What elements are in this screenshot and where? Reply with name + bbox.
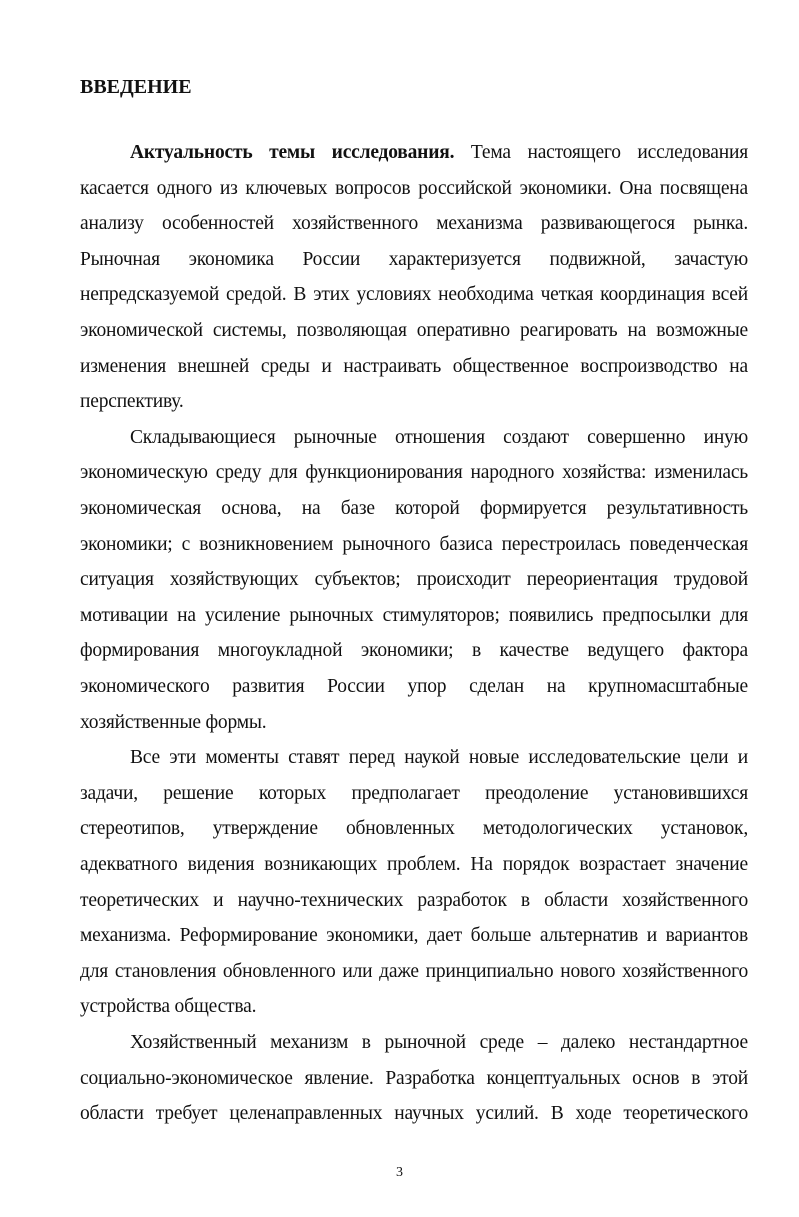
- text-line: Все эти моменты ставят перед наукой новые исследовательские цели и: [130, 747, 748, 769]
- text-line: социально-экономическое явление. Разработка концептуальных основ в этой: [80, 1067, 748, 1089]
- text-line: ситуация хозяйствующих субъектов; происходит переориентация трудовой: [80, 569, 748, 591]
- text-line: экономического развития России упор сделан на крупномасштабные: [80, 676, 748, 697]
- text-line: экономики; с возникновением рыночного базиса перестроилась поведенческая: [80, 533, 748, 555]
- text-line: изменения внешней среды и настраивать общественное воспроизводство на: [80, 355, 748, 377]
- line-text: Тема настоящего исследования: [454, 142, 748, 163]
- text-line: Хозяйственный механизм в рыночной среде – далеко нестандартное: [130, 1032, 748, 1053]
- text-line: механизма. Реформирование экономики, дает больше альтернатив и вариантов: [80, 925, 748, 947]
- text-line: экономическую среду для функционирования народного хозяйства: изменилась: [80, 462, 748, 484]
- text-line: анализу особенностей хозяйственного механизма развивающегося рынка.: [80, 213, 748, 235]
- page-number: 3: [396, 1165, 403, 1180]
- text-line: формирования многоукладной экономики; в качестве ведущего фактора: [80, 640, 748, 662]
- text-line: устройства общества.: [80, 996, 257, 1018]
- text-line: для становления обновленного или даже принципиально нового хозяйственного: [80, 960, 748, 982]
- text-line: стереотипов, утверждение обновленных методологических установок,: [80, 818, 748, 840]
- text-line: мотивации на усиление рыночных стимуляторов; появились предпосылки для: [80, 604, 748, 626]
- text-line: адекватного видения возникающих проблем. На порядок возрастает значение: [80, 854, 748, 875]
- text-line: Складывающиеся рыночные отношения создают совершенно иную: [130, 426, 748, 448]
- text-line: области требует целенаправленных научных усилий. В ходе теоретического: [80, 1103, 748, 1125]
- text-line: Рыночная экономика России характеризуется подвижной, зачастую: [80, 248, 748, 270]
- section-heading: ВВЕДЕНИЕ: [80, 76, 192, 98]
- text-line: касается одного из ключевых вопросов российской экономики. Она посвящена: [80, 177, 748, 199]
- text-line: экономической системы, позволяющая оперативно реагировать на возможные: [80, 320, 748, 341]
- text-line: непредсказуемой средой. В этих условиях необходима четкая координация всей: [80, 284, 748, 306]
- lead-phrase: Актуальность темы исследования.: [130, 142, 455, 163]
- text-line: задачи, решение которых предполагает преодоление установившихся: [80, 782, 748, 804]
- text-line: хозяйственные формы.: [80, 711, 267, 733]
- text-line: экономическая основа, на базе которой формируется результативность: [80, 498, 748, 519]
- text-line: теоретических и научно-технических разработок в области хозяйственного: [80, 889, 748, 911]
- text-line: перспективу.: [80, 391, 184, 413]
- text-line: [130, 141, 748, 165]
